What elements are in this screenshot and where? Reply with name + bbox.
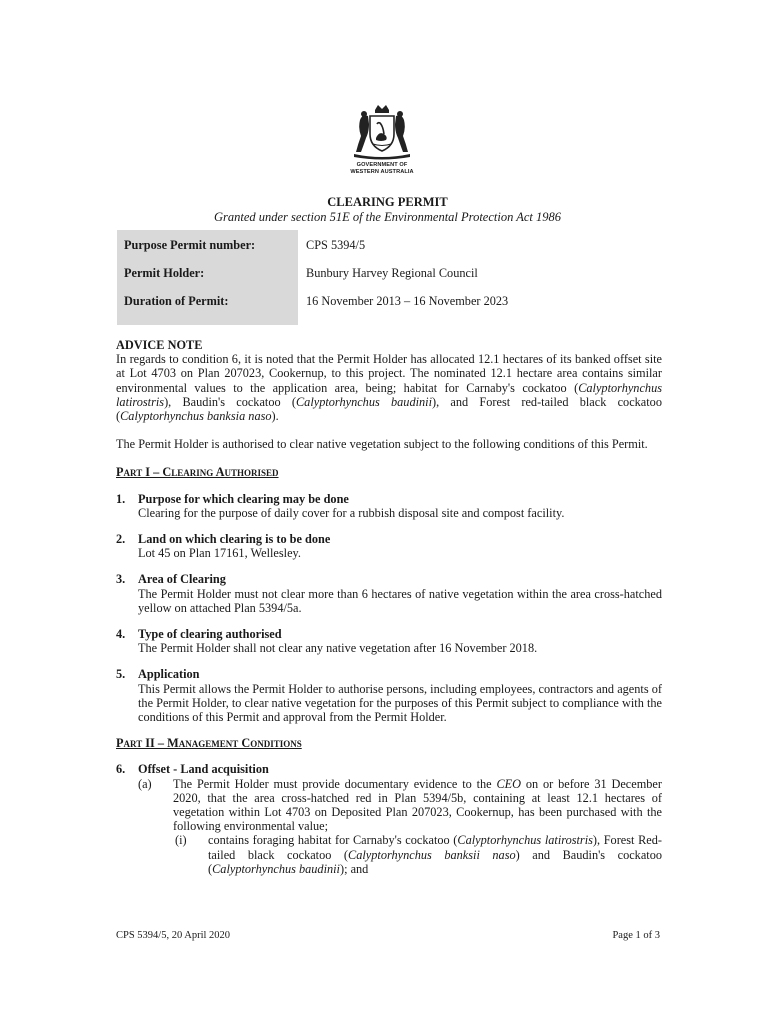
duration-value: 16 November 2013 – 16 November 2023 [306, 294, 509, 308]
crest-line-2: WESTERN AUSTRALIA [350, 168, 414, 175]
condition-6a: (a) The Permit Holder must provide documentary evidence to the CEO on or before 31 December 2020, that the area cross-hatched red in Plan 5394/5b, containing at least 12.1 hectares of vegetation within Lot 4703 on Deposited Plan 207023, Cookernup, has been purchased with the following environmental value; [138, 776, 662, 834]
condition-text: This Permit allows the Permit Holder to authorise persons, including employees, contractors and agents of the Permit Holder, to clear native vegetation for the purposes of this Permit subject to compliance with the conditions of this Permit and approval from the Permit Holder. [138, 681, 662, 725]
condition-text: The Permit Holder shall not clear any native vegetation after 16 November 2018. [138, 641, 538, 656]
condition-title: Application [138, 667, 200, 682]
crest-line-1: GOVERNMENT OF [356, 162, 408, 168]
condition-6a-i: (i) contains foraging habitat for Carnaby's cockatoo (Calyptorhynchus latirostris), Forest Red-tailed black cockatoo (Calyptorhynchus banksii naso) and Baudin's cockatoo (Calyptorhynchus baudinii); and [175, 833, 663, 876]
document-title: CLEARING PERMIT [327, 195, 448, 209]
duration-label: Duration of Permit: [124, 294, 229, 308]
condition-2: 2. Land on which clearing is to be done Lot 45 on Plan 17161, Wellesley. [116, 532, 662, 560]
permit-number-label: Purpose Permit number: [124, 238, 256, 252]
condition-title: Area of Clearing [138, 572, 226, 587]
condition-text: Clearing for the purpose of daily cover for a rubbish disposal site and compost facility. [138, 505, 565, 520]
footer-page-number: Page 1 of 3 [612, 930, 660, 941]
condition-title: Purpose for which clearing may be done [138, 491, 349, 506]
condition-title: Type of clearing authorised [138, 627, 282, 642]
government-crest [348, 104, 416, 180]
part-2-heading: Part II – Management Conditions [116, 736, 302, 751]
condition-title: Land on which clearing is to be done [138, 532, 331, 547]
permit-holder-value: Bunbury Harvey Regional Council [306, 266, 478, 280]
permit-number-value: CPS 5394/5 [306, 238, 366, 252]
coat-of-arms-icon [348, 104, 416, 162]
document-subtitle: Granted under section 51E of the Environmental Protection Act 1986 [213, 210, 562, 224]
condition-4: 4. Type of clearing authorised The Permit Holder shall not clear any native vegetation after 16 November 2018. [116, 627, 662, 655]
authorisation-paragraph: The Permit Holder is authorised to clear native vegetation subject to the following conditions of this Permit. [116, 437, 648, 452]
condition-5: 5. Application This Permit allows the Permit Holder to authorise persons, including employees, contractors and agents of the Permit Holder, to clear native vegetation for the purposes of this Permit subject to compliance with the conditions of this Permit and approval from the Permit Holder. [116, 667, 662, 725]
permit-holder-label: Permit Holder: [124, 266, 205, 280]
condition-text: Lot 45 on Plan 17161, Wellesley. [138, 546, 301, 561]
condition-text: The Permit Holder must not clear more than 6 hectares of native vegetation within the area cross-hatched yellow on attached Plan 5394/5a. [138, 586, 662, 615]
advice-note-paragraph: In regards to condition 6, it is noted that the Permit Holder has allocated 12.1 hectares of its banked offset site at Lot 4703 on Plan 207023, Cookernup, to this project. The nominated 12.1 hectare area contains similar environmental values to the application area, being; habitat for Carnaby's cockatoo (Calyptorhynchus latirostris), Baudin's cockatoo (Calyptorhynchus baudinii), and Forest red-tailed black cockatoo (Calyptorhynchus banksia naso). [116, 352, 662, 424]
footer-reference: CPS 5394/5, 20 April 2020 [116, 930, 231, 941]
condition-6: 6. Offset - Land acquisition [116, 762, 662, 776]
condition-title: Offset - Land acquisition [138, 762, 269, 777]
condition-3: 3. Area of Clearing The Permit Holder must not clear more than 6 hectares of native vegetation within the area cross-hatched yellow on attached Plan 5394/5a. [116, 572, 662, 615]
condition-1: 1. Purpose for which clearing may be done Clearing for the purpose of daily cover for a rubbish disposal site and compost facility. [116, 492, 662, 520]
part-1-heading: Part I – Clearing Authorised [116, 465, 279, 480]
document-body [116, 338, 662, 876]
advice-note-heading: ADVICE NOTE [116, 338, 203, 352]
